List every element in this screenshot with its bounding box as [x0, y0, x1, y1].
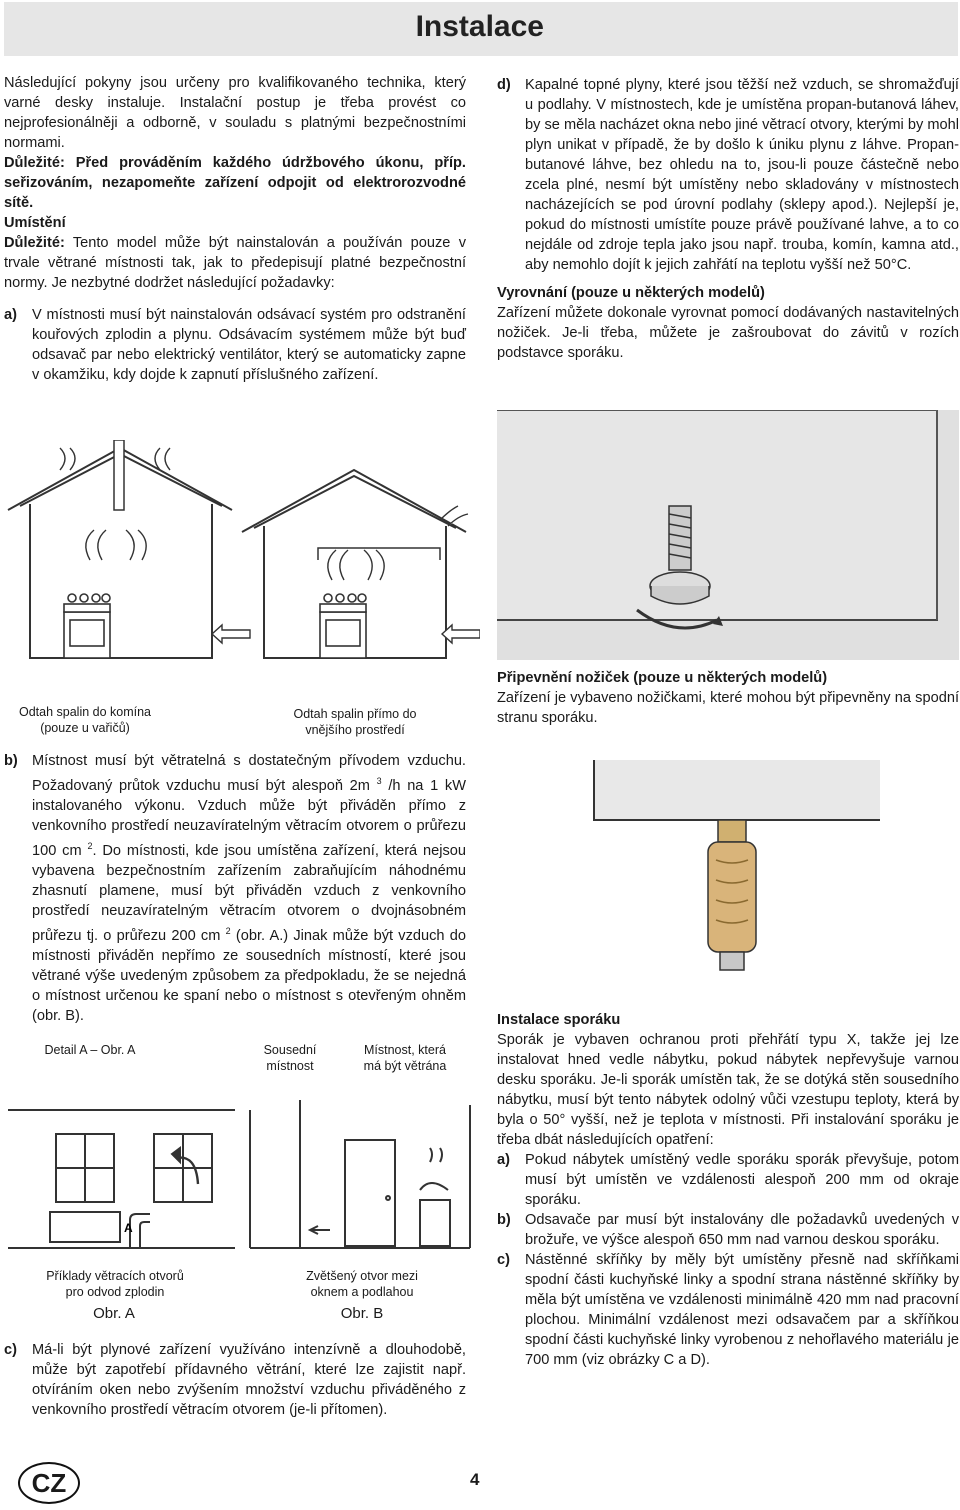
neighbor-line2: místnost	[266, 1059, 314, 1073]
sup-square-2: 2	[225, 925, 231, 936]
leveling-foot-figure	[497, 410, 959, 660]
feet-heading: Připevnění nožiček (pouze u některých modelů)	[497, 670, 828, 686]
install-text: Sporák je vybaven ochranou proti přehřátí typu X, takže jej lze instalovat hned vedle nábytku, pokud nábytek nepřevyšuje varnou desku sporáku. Je-li sporák umístěn tak, že se dotýká stěn sousedního nábytku, musí být tento nábytek odolný vůči vzestupu teploty, která by byla o 50° vyšší, než je teplota v místnosti. Při instalování sporáku je třeba dbát následujících opatření:	[497, 1032, 959, 1148]
page-title: Instalace	[415, 10, 544, 43]
label-a: A	[124, 1221, 133, 1235]
foot-peg	[708, 820, 756, 970]
leveling-text: Zařízení můžete dokonale vyrovnat pomocí dodávaných nastavitelných nožiček. Je-li třeba, můžete je zašroubovat do závitů v rozích podstavce sporáku.	[497, 305, 959, 361]
page-header	[4, 2, 958, 56]
neighbor-line1: Sousední	[263, 1043, 317, 1057]
requirement-b-part2: /h na 1 kW instalovaného výkonu. Vzduch může být přiváděn přímo z venkovního prostředí neuzavíratelným větracím otvorem o průřezu 100 cm	[32, 777, 467, 859]
figure-ventilated-label	[350, 1042, 460, 1074]
caption-chimney-line2: (pouze u vařičů)	[40, 721, 130, 735]
location-label: Důležité:	[4, 235, 65, 251]
install-item-c-label: c)	[497, 1252, 510, 1268]
requirement-d-label: d)	[497, 77, 511, 93]
caption-outside-line1: Odtah spalin přímo do	[293, 707, 417, 721]
leveling-heading: Vyrovnání (pouze u některých modelů)	[497, 285, 765, 301]
requirement-b-part4: (obr. A.) Jinak může být vzduch do místnosti přiváděn nepřímo ze sousedních místností, které jsou větrané výše uvedeným způsobem za předpokladu, že se nejedná o místnost určenou ke spaní nebo o místnost s otevřeným ohněm (obr. B).	[32, 927, 466, 1024]
install-item-c	[497, 1250, 959, 1370]
caption-examples	[30, 1268, 200, 1300]
foot-attach-figure	[590, 760, 890, 980]
sup-cubic: 3	[376, 776, 382, 786]
location-text: Tento model může být nainstalován a používán pouze v trvale větrané místnosti tak, jak to předepisují platné bezpečnostní normy. Je nezbytné dodržet následující požadavky:	[4, 235, 466, 291]
requirement-b-part1: Místnost musí být větratelná s dostatečným přívodem vzduchu. Požadovaný průtok vzduchu musí být alespoň 2m	[32, 753, 466, 794]
feet-section	[497, 668, 959, 728]
location-heading: Umístění	[4, 215, 66, 231]
house-left-walls	[30, 504, 212, 658]
language-badge: CZ	[18, 1462, 80, 1504]
intro-paragraph: Následující pokyny jsou určeny pro kvalifikovaného technika, který varné desky instaluje. Instalační postup je třeba provést co nejprofesionálněji a odborně, v souladu s platnými bezpečnostními normami.	[4, 75, 466, 151]
requirement-b-label: b)	[4, 753, 18, 769]
right-column-top	[497, 75, 959, 363]
sup-square-1: 2	[87, 840, 93, 851]
figure-neighbor-label	[250, 1042, 330, 1074]
requirement-a	[4, 305, 466, 385]
important-warning: Důležité: Před prováděním každého údržbového úkonu, příp. seřizováním, nezapomeňte zařízení odpojit od elektrorozvodné sítě.	[4, 155, 466, 211]
stove-left	[64, 594, 110, 658]
install-item-c-text: Nástěnné skříňky by měly být umístěny přesně nad skříňkami spodní části kuchyňské linky a spodní strana nástěnné skříňky by měla být umístěna ve vzdálenosti minimálně 420 mm nad pracovní plochou. Minimální vzdálenost mezi odsavačem par a skříňkou spodní části kuchyňské linky vyrobenou z nehořlavého materiálu je 700 mm (viz obrázky C a D).	[525, 1252, 959, 1368]
enlarged-line2: oknem a podlahou	[310, 1285, 414, 1299]
requirement-a-label: a)	[4, 307, 17, 323]
ventilated-line2: má být větrána	[363, 1059, 447, 1073]
caption-chimney	[0, 704, 170, 736]
examples-line1: Příklady větracích otvorů	[46, 1269, 184, 1283]
figure-a-label: Obr. A	[93, 1305, 135, 1322]
requirement-c-label: c)	[4, 1342, 17, 1358]
house-right-roof	[242, 470, 466, 532]
caption-enlarged	[282, 1268, 442, 1300]
figure-a-b-drawing	[0, 1080, 480, 1255]
caption-outside-line2: vnějšího prostředí	[305, 723, 405, 737]
feet-text: Zařízení je vybaveno nožičkami, které mohou být připevněny na spodní stranu sporáku.	[497, 690, 959, 726]
install-heading: Instalace sporáku	[497, 1012, 621, 1028]
requirement-c-text: Má-li být plynové zařízení využíváno intenzívně a dlouhodobě, může být zapotřebí přídavného větrání, které lze zajistit např. otvíráním oken nebo zvýšením množství vzduchu přiváděného z venkovního prostředí větracím otvorem (je-li přítomen).	[32, 1342, 466, 1418]
ventilation-houses-figure	[0, 440, 480, 690]
requirement-b-text	[32, 751, 466, 1026]
figure-detail-label: Detail A – Obr. A	[44, 1043, 136, 1057]
page-number: 4	[470, 1470, 480, 1489]
requirement-b-part3: . Do místnosti, kde jsou umístěna zařízení, která nejsou vybavena bezpečnostním zařízením zabraňujícím náhodnému zhasnutí plamene, musí být přiváděn vzduch z venkovního prostředí neuzavíratelným větracím otvorem o dvojnásobném průřezu tj. o průřezu 200 cm	[32, 842, 466, 944]
install-section	[497, 1010, 959, 1370]
stove-right	[320, 594, 366, 658]
requirement-c	[4, 1340, 466, 1420]
requirement-b	[4, 751, 466, 1026]
requirement-d-text: Kapalné topné plyny, které jsou těžší než vzduch, se shromažďují u podlahy. V místnostech, kde je umístěna propan-butanová láhev, by se měla nacházet okna nebo jiné větrací otvory, kterými by mohl plyn unikat v případě, že by došlo k úniku plynu z láhve. Propan-butanové láhve, bez ohledu na to, jsou-li pouze částečně nebo zcela plné, nesmí být umístěny nebo skladovány v místnostech nacházejících se pod úrovní podlahy (sklepy apod.). Nejlepší je, pokud do místnosti umístíte pouze právě používané lahve, a to co nejdále od zdroje tepla jako jsou např. trouba, komín, kamna atd., aby nemohlo dojít k jejich zahřátí na teplotu vyšší než 50°C.	[525, 77, 959, 273]
enlarged-line1: Zvětšený otvor mezi	[306, 1269, 418, 1283]
install-item-a	[497, 1150, 959, 1210]
stove-b	[420, 1200, 450, 1246]
caption-outside	[270, 706, 440, 738]
ventilated-line1: Místnost, která	[364, 1043, 446, 1057]
install-item-a-text: Pokud nábytek umístěný vedle sporáku sporák převyšuje, potom musí být umístěn ve vzdálenosti alespoň 200 mm od okraje sporáku.	[525, 1152, 959, 1208]
examples-line2: pro odvod zplodin	[65, 1285, 165, 1299]
location-paragraph	[4, 233, 466, 293]
install-item-b-label: b)	[497, 1212, 511, 1228]
door	[345, 1140, 395, 1246]
install-item-b-text: Odsavače par musí být instalovány dle požadavků uvedených v brožuře, ve výšce alespoň 650 mm nad varnou deskou sporáku.	[525, 1212, 959, 1248]
requirement-a-text: V místnosti musí být nainstalován odsávací systém pro odstranění kouřových zplodin a plynu. Odsávacím systémem může být buď odsavač par nebo elektrický ventilátor, který se automaticky zapne v okamžiku, kdy dojde k zapnutí příslušného zařízení.	[32, 307, 466, 383]
caption-chimney-line1: Odtah spalin do komína	[18, 705, 152, 719]
install-item-b	[497, 1210, 959, 1250]
install-item-a-label: a)	[497, 1152, 510, 1168]
left-column-top	[4, 73, 466, 385]
figure-b-label: Obr. B	[340, 1305, 384, 1322]
